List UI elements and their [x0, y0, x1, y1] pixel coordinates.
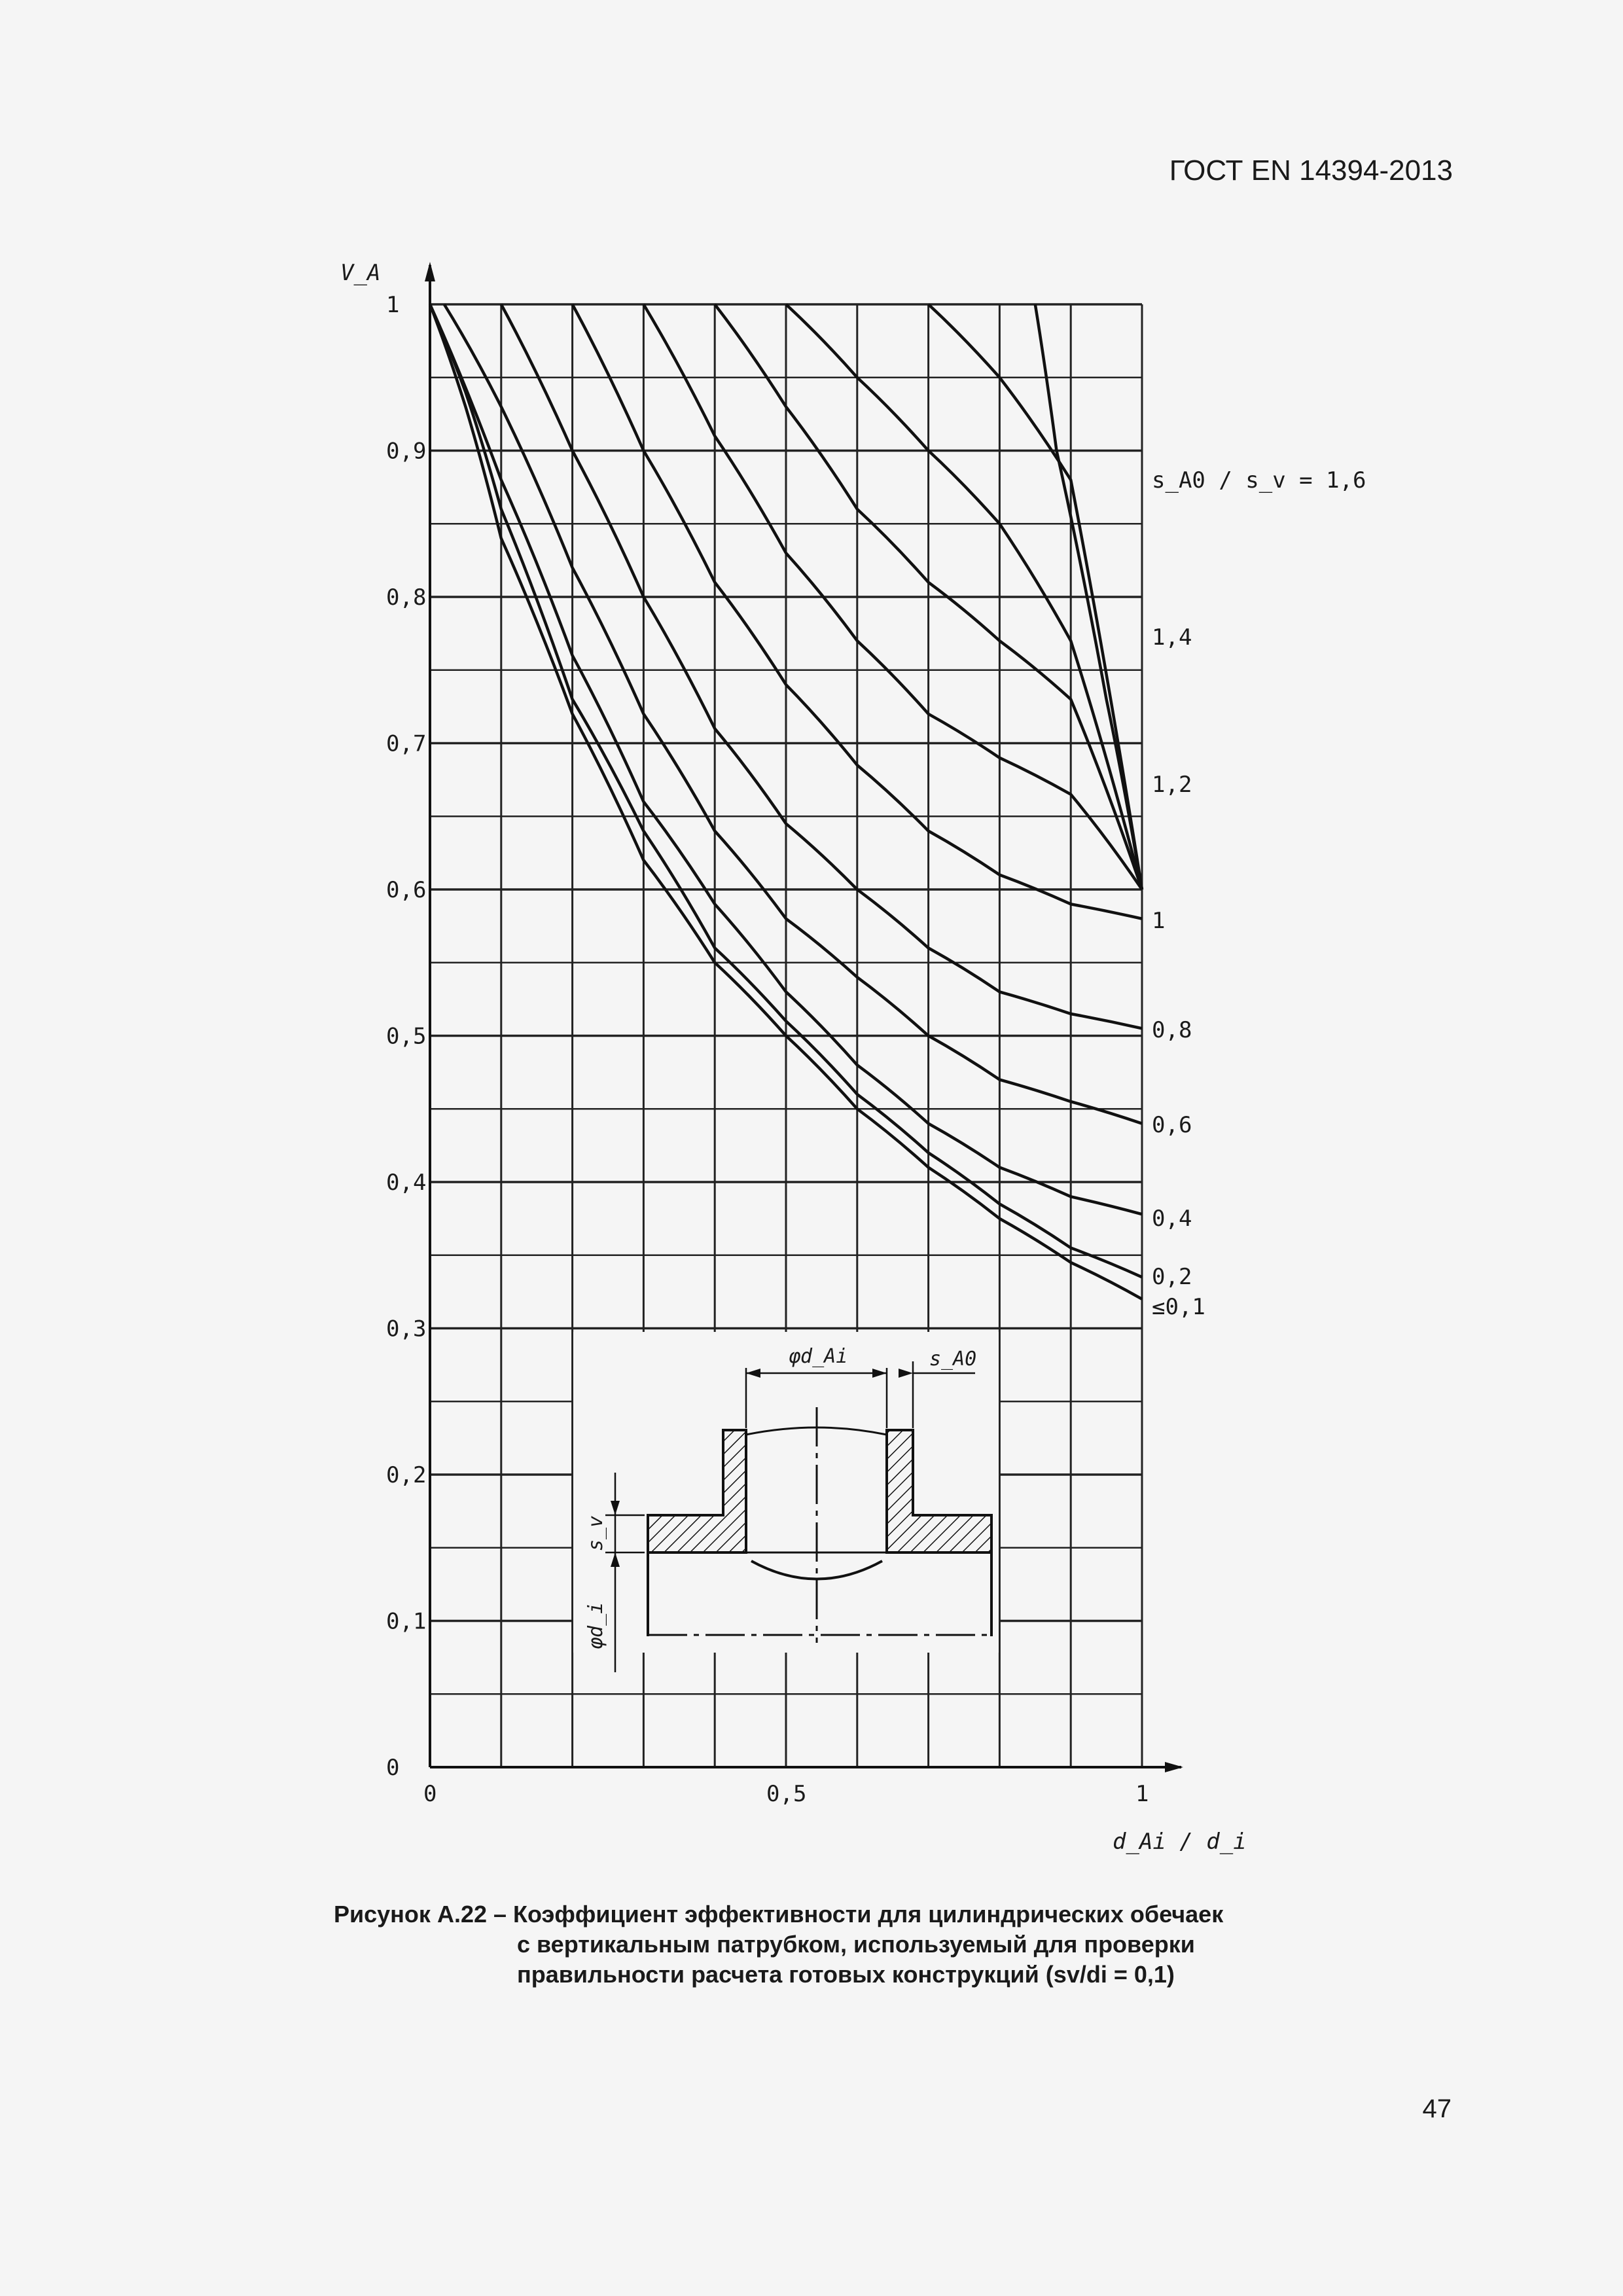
y-tick-label: 0,6	[386, 877, 427, 903]
curve-label: 0,8	[1152, 1017, 1192, 1043]
curve-label: s_A0 / s_v = 1,6	[1152, 467, 1366, 493]
curve-label: ≤0,1	[1152, 1294, 1205, 1320]
y-axis-arrow	[425, 262, 435, 281]
curve-label: 0,2	[1152, 1264, 1192, 1290]
x-tick-label: 0	[423, 1781, 437, 1807]
y-tick-label: 0,7	[386, 730, 427, 757]
y-tick-label: 1	[386, 292, 400, 318]
y-tick-label: 0,9	[386, 438, 427, 465]
caption-line-3: правильности расчета готовых конструкций (sv/di = 0,1)	[517, 1961, 1175, 1988]
inset-background	[573, 1332, 999, 1653]
y-tick-label: 0	[386, 1755, 400, 1781]
y-tick-label: 0,1	[386, 1608, 427, 1635]
curve-label: 0,6	[1152, 1112, 1192, 1138]
dim-label-sa0: s_A0	[929, 1348, 977, 1371]
y-tick-label: 0,8	[386, 584, 427, 611]
y-tick-label: 0,5	[386, 1023, 427, 1050]
y-tick-label: 0,2	[386, 1462, 427, 1488]
y-axis-label: V_A	[340, 260, 381, 286]
series-line	[501, 304, 1142, 1028]
x-axis-arrow	[1165, 1762, 1183, 1772]
page-number: 47	[1422, 2094, 1452, 2123]
standard-header: ГОСТ EN 14394-2013	[1169, 154, 1453, 187]
x-tick-label: 1	[1135, 1781, 1149, 1807]
curve-label: 1,4	[1152, 624, 1192, 651]
dim-label-dai: φd_Ai	[789, 1345, 848, 1368]
curve-label: 1,2	[1152, 772, 1192, 798]
figure-caption	[334, 1899, 1315, 1990]
caption-line-1: Рисунок А.22 – Коэффициент эффективности для цилиндрических обечаек	[334, 1901, 1224, 1928]
x-axis-label: d_Ai / d_i	[1113, 1829, 1247, 1855]
x-tick-label: 0,5	[766, 1781, 807, 1807]
y-tick-label: 0,4	[386, 1170, 427, 1196]
curve-label: 1	[1152, 908, 1166, 934]
curve-label: 0,4	[1152, 1206, 1192, 1232]
caption-line-2: с вертикальным патрубком, используемый для проверки	[517, 1931, 1195, 1958]
dim-label-di: φd_i	[584, 1602, 607, 1649]
y-tick-label: 0,3	[386, 1316, 427, 1342]
dim-label-sv: s_v	[584, 1515, 607, 1551]
